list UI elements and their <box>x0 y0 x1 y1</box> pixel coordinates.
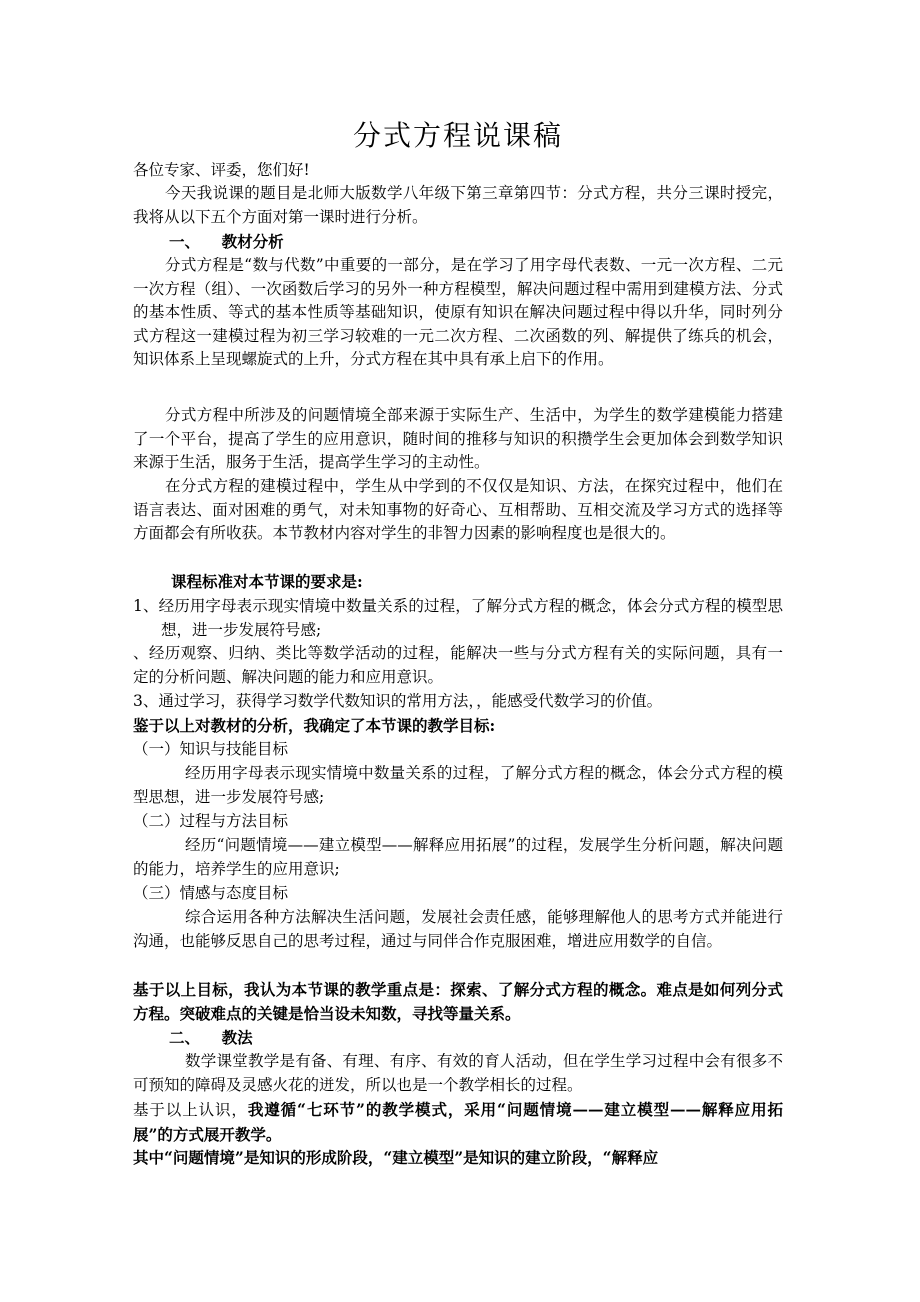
objectives-heading: 鉴于以上对教材的分析，我确定了本节课的教学目标: <box>133 716 496 735</box>
document-title: 分式方程说课稿 <box>352 119 563 152</box>
teaching-mode-paragraph <box>133 1098 783 1147</box>
section-heading-1: 一、 教材分析 <box>169 232 284 251</box>
textbook-analysis-paragraph-1: 分式方程是“数与代数”中重要的一部分，是在学习了用字母代表数、一元一次方程、二元一次方程（组）、一次函数后学习的另外一种方程模型，解决问题过程中需用到建模方法、分式的基本性质、等式的基本性质等基础知识，使原有知识在解决问题过程中得以升华，同时列分式方程这一建模过程为初三学习较难的一元二次方程、二次函数的列、解提供了练兵的机会，知识体系上呈现螺旋式的上升，分式方程在其中具有承上启下的作用。 <box>133 256 783 368</box>
objective-heading-1: （一）知识与技能目标 <box>133 740 289 758</box>
objective-text-1: 经历用字母表示现实情境中数量关系的过程，了解分式方程的概念，体会分式方程的模型思想，进一步发展符号感; <box>133 764 783 806</box>
stages-paragraph: 其中“问题情境”是知识的形成阶段，“建立模型”是知识的建立阶段，“解释应 <box>133 1148 659 1167</box>
objective-text-3: 综合运用各种方法解决生活问题，发展社会责任感，能够理解他人的思考方式并能进行沟通，也能够反思自己的思考过程，通过与同伴合作克服困难，增进应用数学的自信。 <box>133 908 783 950</box>
requirement-item-3: 3、通过学习，获得学习数学代数知识的常用方法，，能感受代数学习的价值。 <box>133 692 663 710</box>
intro-paragraph: 今天我说课的题目是北师大版数学八年级下第三章第四节：分式方程，共分三课时授完，我将从以下五个方面对第一课时进行分析。 <box>133 184 783 226</box>
teaching-mode-lead: 基于以上认识， <box>133 1101 248 1119</box>
objective-text-2: 经历“问题情境——建立模型——解释应用拓展”的过程，发展学生分析问题，解决问题的能力，培养学生的应用意识; <box>133 836 783 878</box>
teaching-method-paragraph: 数学课堂教学是有备、有理、有序、有效的育人活动，但在学生学习过程中会有很多不可预知的障碍及灵感火花的迸发，所以也是一个教学相长的过程。 <box>133 1052 783 1094</box>
textbook-analysis-paragraph-3: 在分式方程的建模过程中，学生从中学到的不仅仅是知识、方法，在探究过程中，他们在语言表达、面对困难的勇气，对未知事物的好奇心、互相帮助、互相交流及学习方式的选择等方面都会有所收获。本节教材内容对学生的非智力因素的影响程度也是很大的。 <box>133 477 783 542</box>
curriculum-heading: 课程标准对本节课的要求是: <box>171 572 363 591</box>
section-heading-2: 二、 教法 <box>169 1028 253 1047</box>
requirement-item-1: 1、经历用字母表示现实情境中数量关系的过程，了解分式方程的概念，体会分式方程的模型思想，进一步发展符号感; <box>133 597 783 639</box>
greeting: 各位专家、评委，您们好! <box>133 161 310 179</box>
objective-heading-3: （三）情感与态度目标 <box>133 884 289 902</box>
requirement-item-2: 、经历观察、归纳、类比等数学活动的过程，能解决一些与分式方程有关的实际问题，具有一定的分析问题、解决问题的能力和应用意识。 <box>133 644 783 686</box>
textbook-analysis-paragraph-2: 分式方程中所涉及的问题情境全部来源于实际生产、生活中，为学生的数学建模能力搭建了一个平台，提高了学生的应用意识，随时间的推移与知识的积攒学生会更加体会到数学知识来源于生活，服务于生活，提高学生学习的主动性。 <box>133 406 783 471</box>
key-points-paragraph: 基于以上目标，我认为本节课的教学重点是：探索、了解分式方程的概念。难点是如何列分式方程。突破难点的关键是恰当设未知数，寻找等量关系。 <box>133 980 783 1023</box>
teaching-mode-bold: 我遵循“七环节”的教学模式，采用“问题情境——建立模型——解释应用拓展”的方式展开教学。 <box>133 1100 783 1144</box>
objective-heading-2: （二）过程与方法目标 <box>133 812 289 830</box>
